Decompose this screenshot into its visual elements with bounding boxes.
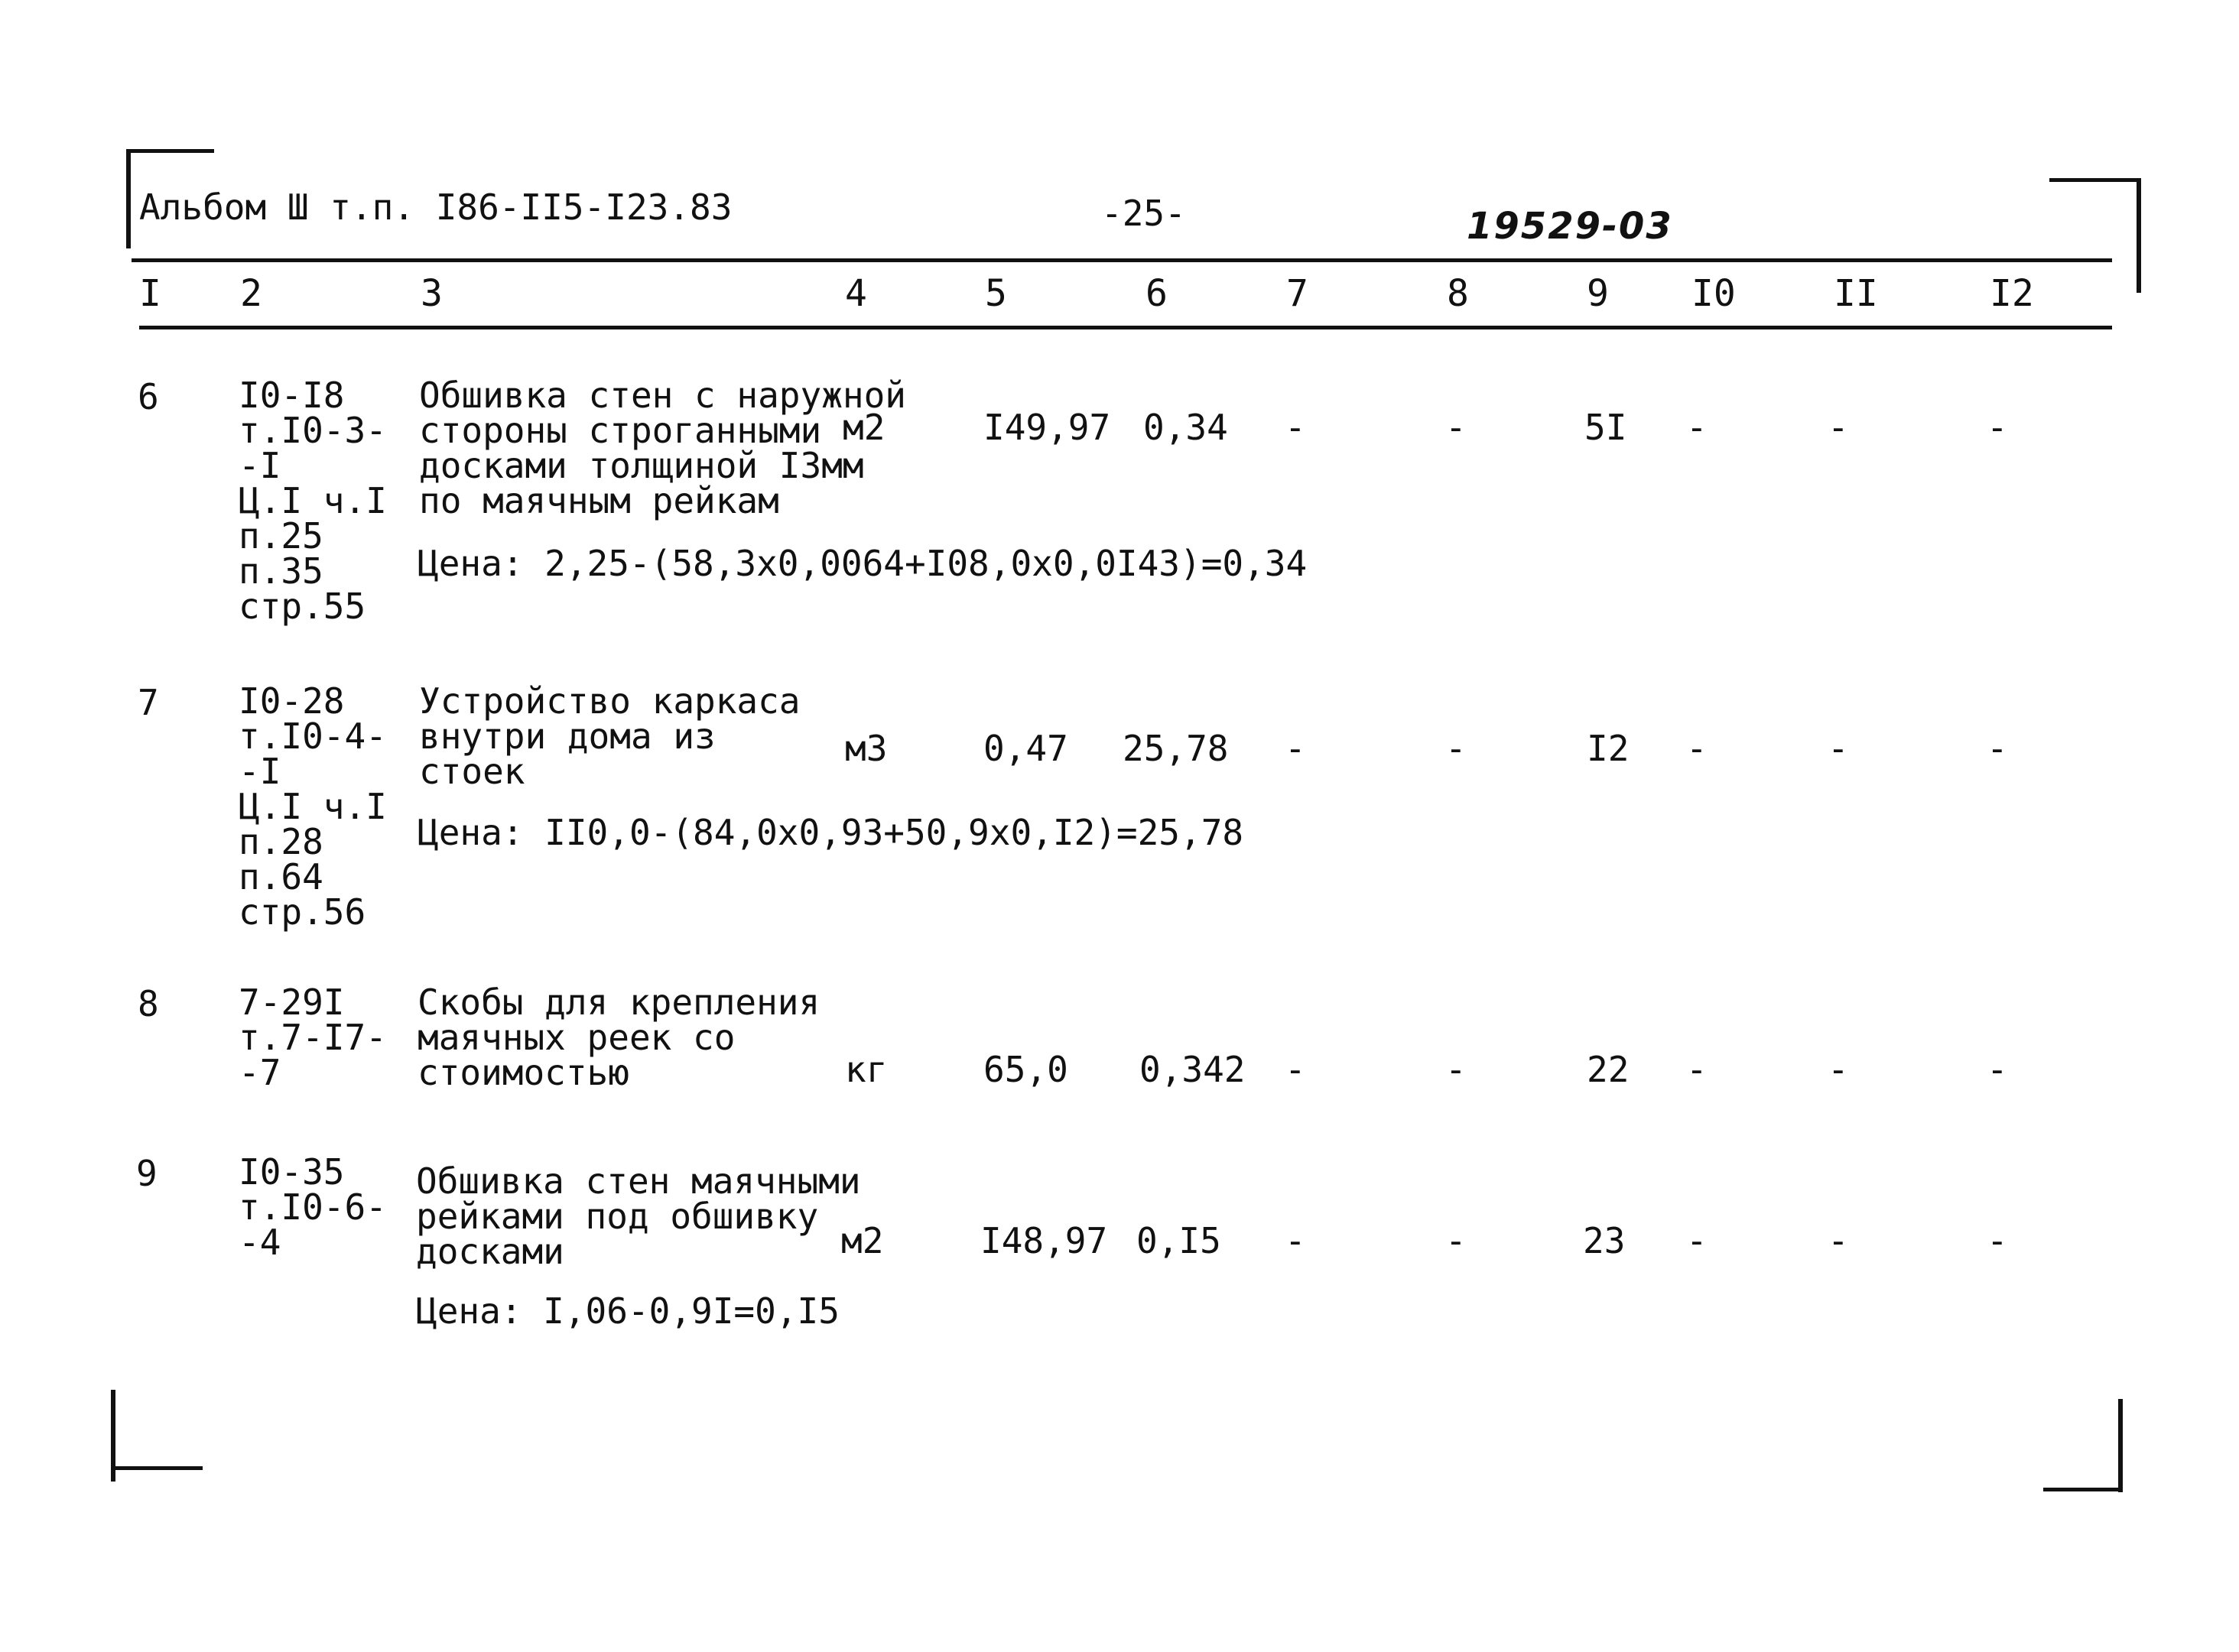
row-price: 25,78 bbox=[1123, 728, 1229, 769]
row-code: 7-29I т.7-I7- -7 bbox=[239, 982, 387, 1093]
column-header-2: 2 bbox=[240, 272, 262, 315]
column-header-7: 7 bbox=[1286, 272, 1308, 315]
page-number: -25- bbox=[1101, 193, 1186, 234]
frame-corner-bottom-left-h bbox=[111, 1466, 203, 1470]
row-col-11: - bbox=[1828, 728, 1849, 769]
row-col-11: - bbox=[1828, 1049, 1849, 1090]
row-col-10: - bbox=[1686, 1220, 1708, 1261]
column-header-12: I2 bbox=[1990, 272, 2034, 315]
row-unit: м2 bbox=[841, 1220, 884, 1261]
frame-corner-bottom-right-h bbox=[2043, 1488, 2121, 1491]
row-description: Обшивка стен маячными рейками под обшивку досками bbox=[416, 1160, 861, 1272]
column-header-6: 6 bbox=[1145, 272, 1168, 315]
row-quantity: 0,47 bbox=[983, 728, 1068, 769]
column-header-4: 4 bbox=[845, 272, 867, 315]
row-quantity: 65,0 bbox=[983, 1049, 1068, 1090]
row-col-9: 5I bbox=[1584, 407, 1627, 448]
row-price: 0,342 bbox=[1139, 1049, 1246, 1090]
column-header-1: I bbox=[139, 272, 161, 315]
row-col-7: - bbox=[1285, 728, 1306, 769]
row-col-10: - bbox=[1686, 407, 1708, 448]
frame-corner-bottom-right-v bbox=[2118, 1399, 2123, 1492]
row-col-8: - bbox=[1445, 407, 1467, 448]
row-unit: м2 bbox=[843, 407, 886, 448]
row-col-10: - bbox=[1686, 1049, 1708, 1090]
row-col-11: - bbox=[1828, 1220, 1849, 1261]
header-rule-top bbox=[132, 258, 2112, 262]
album-title: Альбом Ш т.п. I86-II5-I23.83 bbox=[139, 187, 733, 228]
row-col-7: - bbox=[1285, 1220, 1306, 1261]
document-number: 19529-03 bbox=[1467, 205, 1673, 248]
row-code: I0-I8 т.I0-3- -I Ц.I ч.I п.25 п.35 стр.55 bbox=[239, 375, 387, 627]
frame-corner-top-left-h bbox=[126, 149, 214, 153]
frame-corner-top-right-v bbox=[2137, 178, 2141, 293]
row-unit: м3 bbox=[845, 728, 888, 769]
row-description: Скобы для крепления маячных реек со стоимостью bbox=[418, 982, 821, 1093]
row-col-12: - bbox=[1987, 407, 2008, 448]
row-col-7: - bbox=[1285, 407, 1306, 448]
row-col-7: - bbox=[1285, 1049, 1306, 1090]
row-col-12: - bbox=[1987, 1049, 2008, 1090]
column-header-5: 5 bbox=[985, 272, 1007, 315]
column-header-10: I0 bbox=[1691, 272, 1736, 315]
row-number: 9 bbox=[136, 1153, 158, 1194]
row-col-9: I2 bbox=[1587, 728, 1630, 769]
row-description: Устройство каркаса внутри дома из стоек bbox=[419, 680, 801, 792]
row-price-formula: Цена: 2,25-(58,3x0,0064+I08,0x0,0I43)=0,34 bbox=[418, 543, 1308, 584]
row-col-8: - bbox=[1445, 1049, 1467, 1090]
row-code: I0-35 т.I0-6- -4 bbox=[239, 1151, 387, 1263]
row-price-formula: Цена: II0,0-(84,0x0,93+50,9x0,I2)=25,78 bbox=[418, 812, 1244, 853]
row-description: Обшивка стен с наружной стороны строганными досками толщиной I3мм по маячным рейкам bbox=[419, 375, 906, 521]
row-quantity: I48,97 bbox=[980, 1220, 1108, 1261]
column-header-11: II bbox=[1834, 272, 1878, 315]
row-quantity: I49,97 bbox=[983, 407, 1111, 448]
row-number: 8 bbox=[138, 983, 159, 1024]
row-unit: кг bbox=[845, 1049, 888, 1090]
row-price: 0,34 bbox=[1143, 407, 1228, 448]
row-number: 6 bbox=[138, 376, 159, 417]
row-col-9: 23 bbox=[1583, 1220, 1626, 1261]
column-header-8: 8 bbox=[1447, 272, 1469, 315]
row-number: 7 bbox=[138, 682, 159, 723]
row-col-10: - bbox=[1686, 728, 1708, 769]
frame-corner-top-right-h bbox=[2049, 178, 2141, 182]
row-price: 0,I5 bbox=[1136, 1220, 1221, 1261]
header-rule-bottom bbox=[139, 326, 2112, 329]
row-col-12: - bbox=[1987, 728, 2008, 769]
column-header-9: 9 bbox=[1587, 272, 1609, 315]
row-col-11: - bbox=[1828, 407, 1849, 448]
row-price-formula: Цена: I,06-0,9I=0,I5 bbox=[416, 1290, 840, 1332]
row-col-8: - bbox=[1445, 728, 1467, 769]
column-header-3: 3 bbox=[421, 272, 443, 315]
row-col-9: 22 bbox=[1587, 1049, 1630, 1090]
row-col-12: - bbox=[1987, 1220, 2008, 1261]
frame-corner-top-left-v bbox=[126, 149, 131, 248]
row-col-8: - bbox=[1445, 1220, 1467, 1261]
row-code: I0-28 т.I0-4- -I Ц.I ч.I п.28 п.64 стр.56 bbox=[239, 680, 387, 933]
